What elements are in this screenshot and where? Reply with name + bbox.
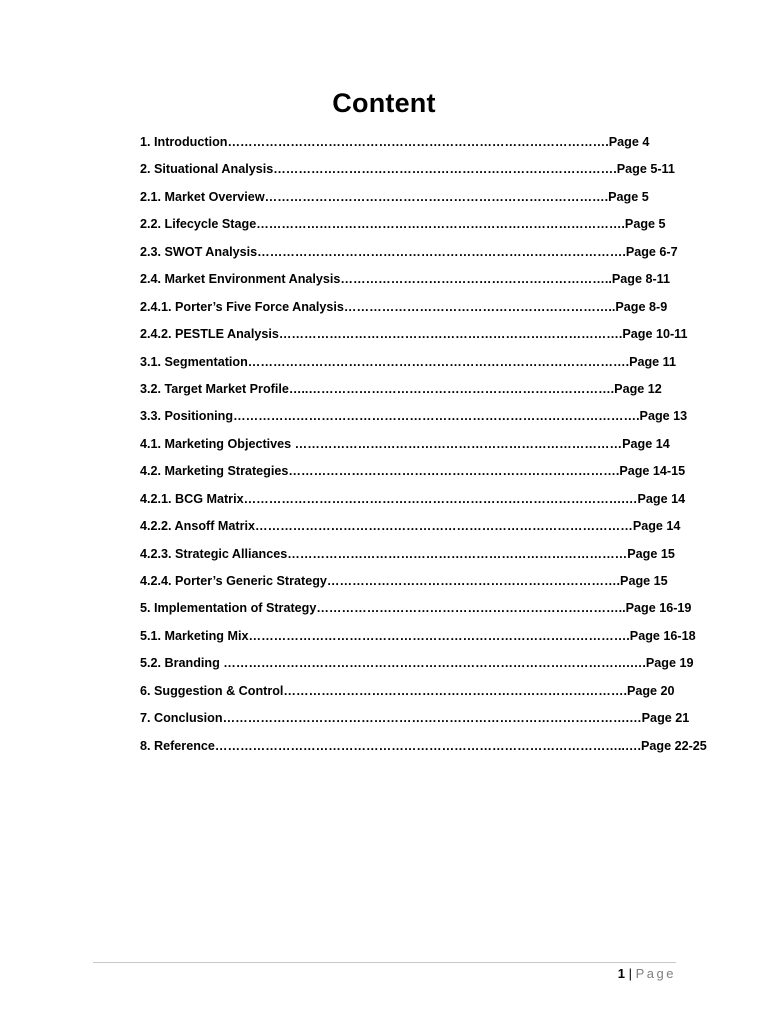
toc-entry: [140, 460, 707, 487]
toc-entry: [140, 570, 707, 597]
toc-entry: [140, 351, 707, 378]
toc-entry: [140, 597, 707, 624]
toc-entry-text: 4.2. Marketing Strategies…………………………………………………………………….Page 14-15: [140, 464, 686, 479]
toc-entry: [140, 323, 707, 350]
toc-entry: [140, 543, 707, 570]
toc-entry-text: 2.1. Market Overview……………………………………………………………………….Page 5: [140, 189, 649, 204]
toc-entry-text: 8. Reference……………………………………………………………………………………..….Page 22-25: [140, 738, 707, 753]
page-title: Content: [332, 88, 436, 118]
toc-entry-text: 2.3. SWOT Analysis…………………………………………………………………………….Page 6-7: [140, 244, 678, 259]
toc-entry-text: 3.3. Positioning…………………………………………………………………………………….Page 13: [140, 409, 688, 424]
toc-entry: [140, 213, 707, 240]
page-footer: [618, 964, 676, 984]
toc-entry: [140, 296, 707, 323]
toc-entry: [140, 433, 707, 460]
table-of-contents: [140, 131, 707, 762]
toc-entry-text: 2.4.2. PESTLE Analysis……………………………………………………………………….Page 10-11: [140, 327, 688, 342]
footer-separator: |: [628, 966, 632, 981]
toc-entry-text: 4.2.4. Porter’s Generic Strategy…………………………………………………………….Page 15: [140, 574, 668, 588]
toc-entry-text: 1. Introduction……………………………………………………………………………….Page 4: [140, 135, 650, 149]
toc-entry: [140, 488, 707, 515]
toc-entry-text: 7. Conclusion…………………………………………………………………………………….…Page 21: [140, 711, 690, 726]
toc-entry: [140, 158, 707, 185]
toc-entry: [140, 186, 707, 213]
toc-entry: [140, 268, 707, 295]
toc-entry: [140, 707, 707, 734]
toc-entry: [140, 241, 707, 268]
toc-entry-text: 3.1. Segmentation……………………………………………………………………………….Page 11: [140, 354, 676, 369]
toc-entry: [140, 515, 707, 542]
footer-divider: [93, 962, 676, 963]
toc-entry: [140, 405, 707, 432]
toc-entry-text: 4.2.2. Ansoff Matrix………………………………………………………………………………Page 14: [140, 519, 681, 534]
toc-entry-text: 5.1. Marketing Mix……………………………………………………………………………….Page 16-18: [140, 628, 696, 643]
toc-entry: [140, 378, 707, 405]
toc-entry-text: 2.4.1. Porter’s Five Force Analysis………………………………………………………..Page 8-9: [140, 299, 668, 314]
page-label: Page: [635, 966, 676, 981]
toc-entry-text: 5.2. Branding …………………………………………………………………………………….….Page 19: [140, 656, 694, 671]
toc-entry: [140, 680, 707, 707]
toc-entry: [140, 625, 707, 652]
toc-entry-text: 4.1. Marketing Objectives ……………………………………………………………………Page 14: [140, 436, 670, 451]
toc-entry-text: 5. Implementation of Strategy………………………………………………………………..Page 16-19: [140, 601, 692, 616]
toc-entry: [140, 735, 707, 762]
toc-entry-text: 4.2.3. Strategic Alliances………………………………………………………………………Page 15: [140, 546, 675, 561]
toc-entry: [140, 131, 707, 158]
page-number: 1: [617, 966, 625, 981]
toc-entry-text: 2.4. Market Environment Analysis………………………………………………………..Page 8-11: [140, 272, 670, 287]
toc-entry-text: 6. Suggestion & Control……………………………………………………………………….Page 20: [140, 683, 675, 698]
toc-entry: [140, 652, 707, 679]
toc-entry-text: 2. Situational Analysis……………………………………………………………………….Page 5-11: [140, 162, 675, 177]
toc-entry-text: 2.2. Lifecycle Stage…………………………………………………………………………….Page 5: [140, 217, 666, 232]
toc-entry-text: 4.2.1. BCG Matrix……………………………………………………………………………….…Page 14: [140, 491, 686, 506]
toc-entry-text: 3.2. Target Market Profile…..……………………………………………………………….Page 12: [140, 381, 662, 396]
